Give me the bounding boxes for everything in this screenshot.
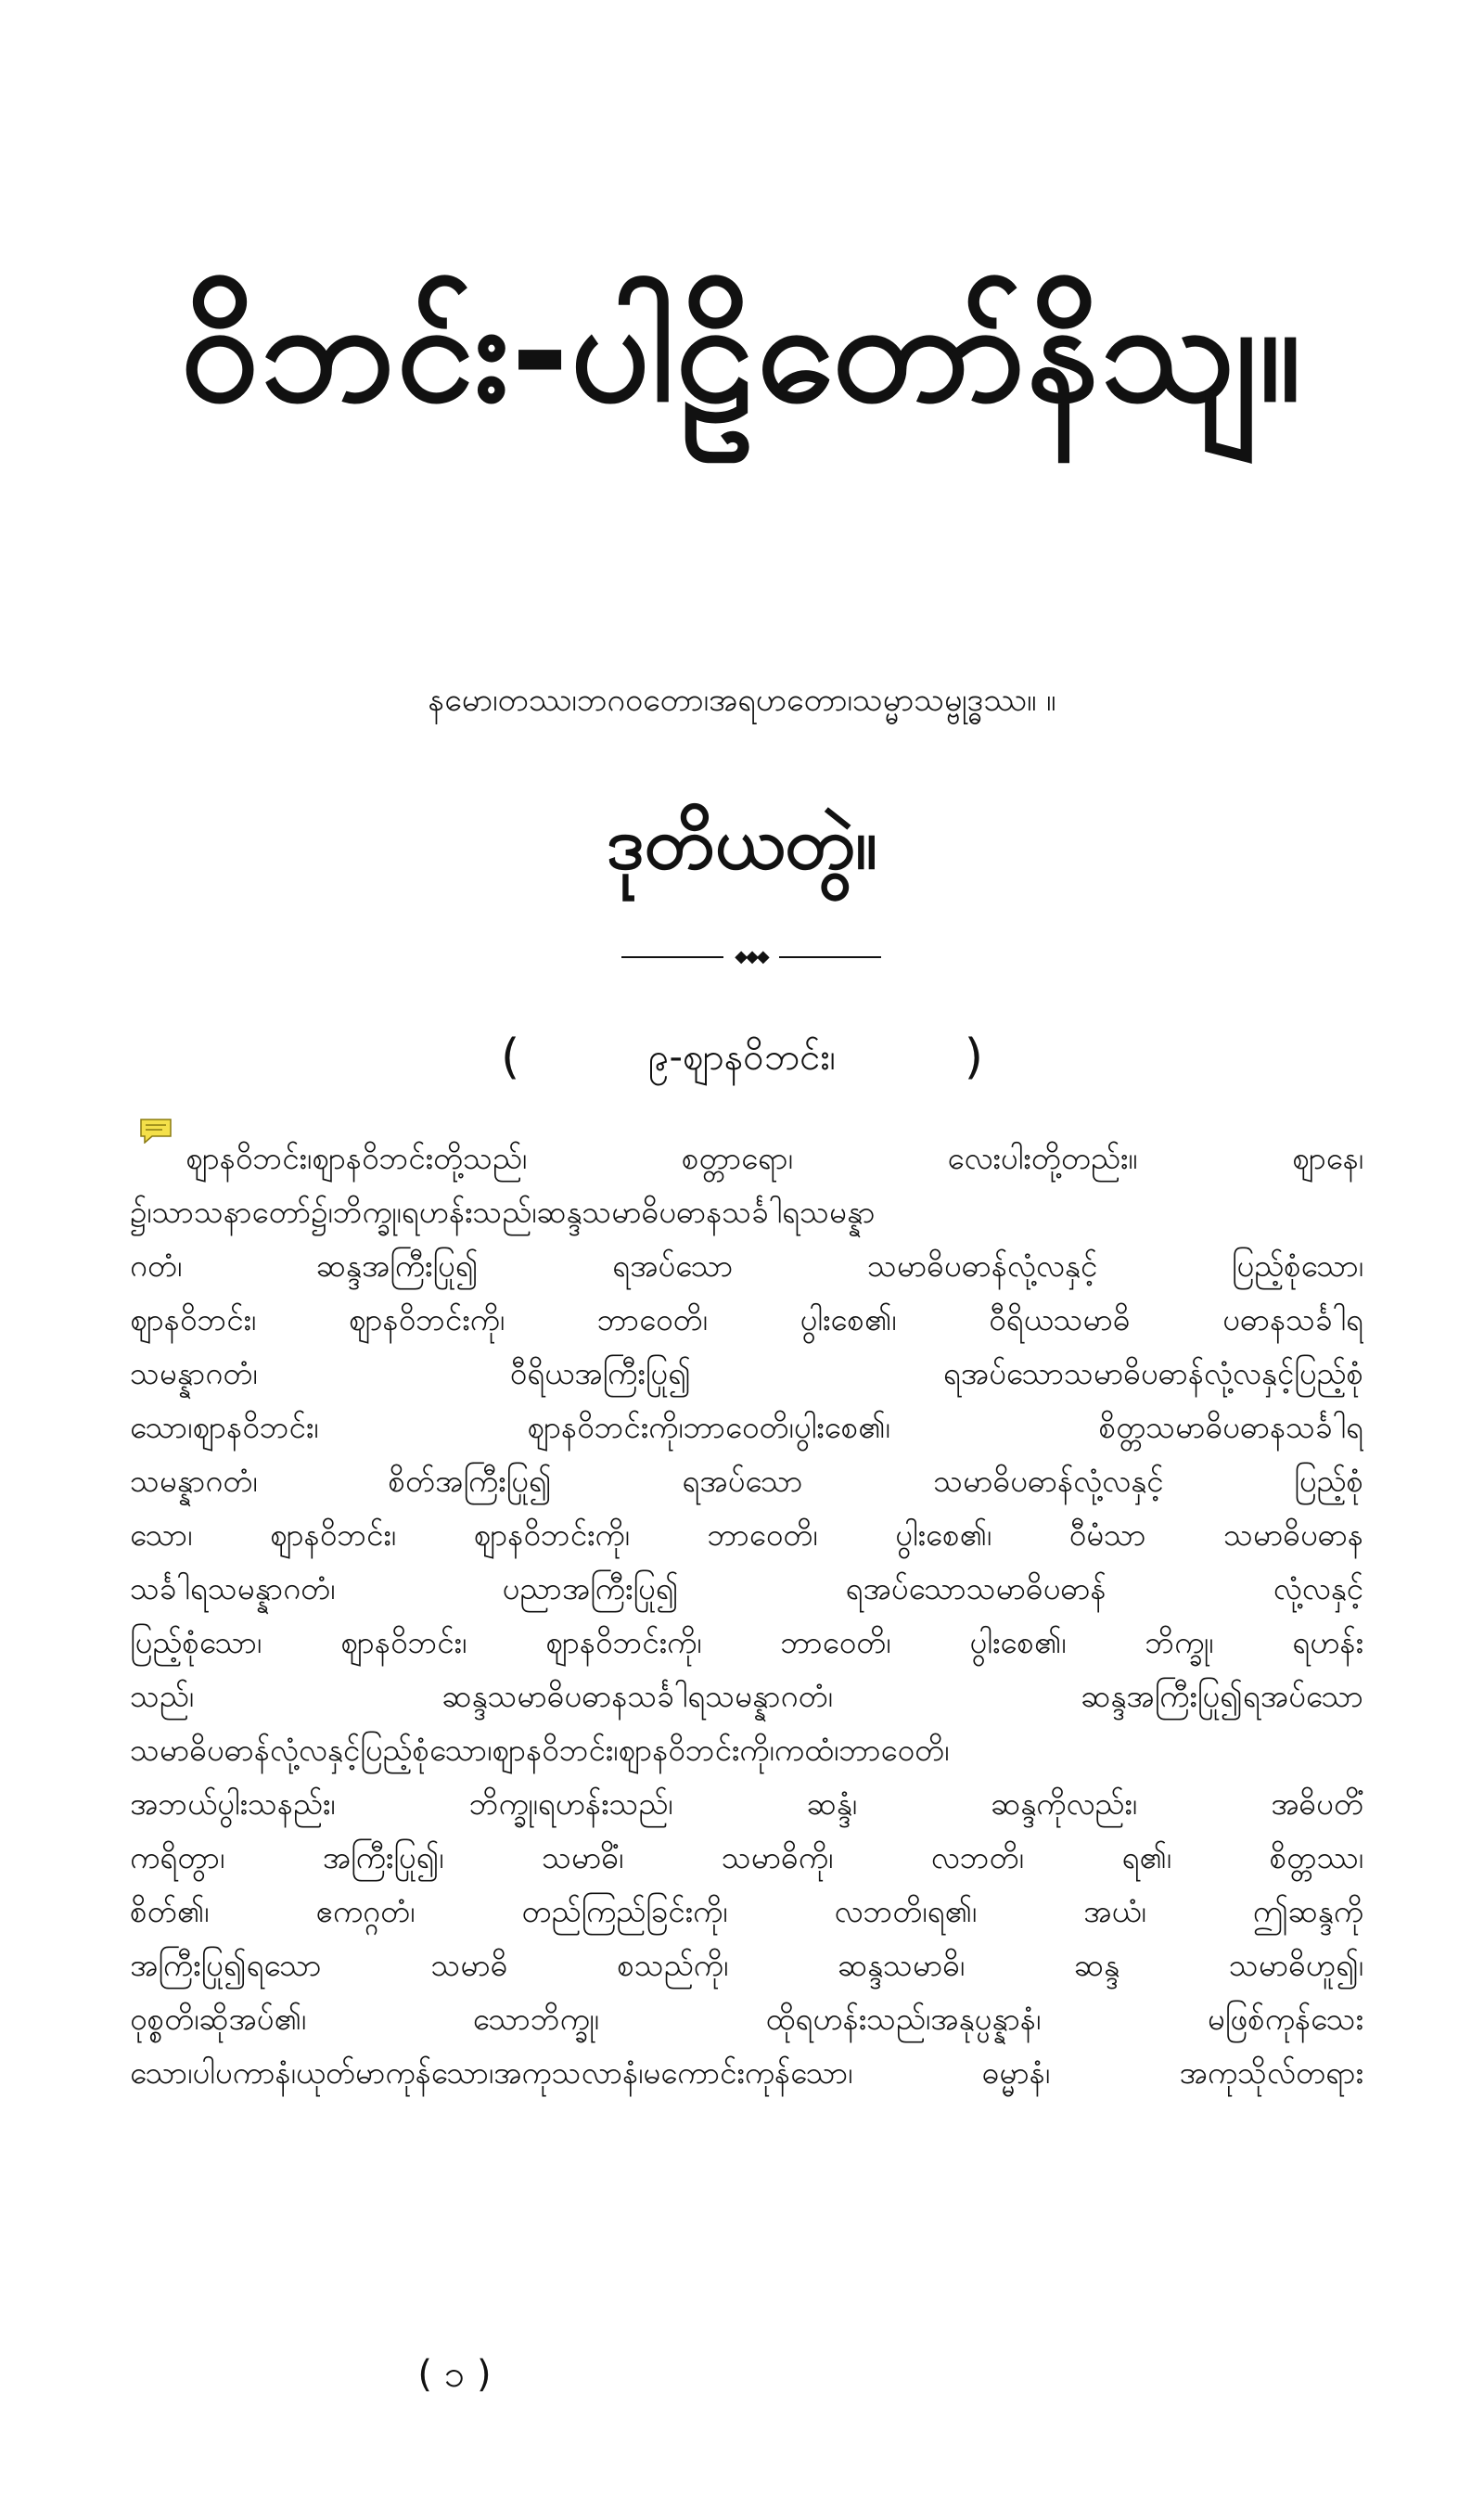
text-line: ဂတံ၊ ဆန္ဒအကြီးပြု၍ ရအပ်သော သမာဓိပဓာန်လုံ့လနှင့် ပြည့်စုံသော၊: [130, 1248, 1363, 1284]
text-line: အကြီးပြု၍ရသော သမာဓိ စသည်ကို၊ ဆန္ဒသမာဓိ၊ ဆန္ဒ သမာဓိဟူ၍၊: [130, 1947, 1363, 1983]
text-line: သမန္နာဂတံ၊ ဝီရိယအကြီးပြု၍ ရအပ်သောသမာဓိပဓာန်လုံ့လနှင့်ပြည့်စုံ: [130, 1355, 1363, 1391]
text-line: သည်၊ ဆန္ဒသမာဓိပဓာနသင်္ခါရသမန္နာဂတံ၊ ဆန္ဒအကြီးပြု၍ရအပ်သော: [130, 1678, 1363, 1714]
text-line: ၌၊သာသနာတော်၌၊ဘိက္ခု၊ရဟန်းသည်၊ဆန္ဒသမာဓိပဓာနသင်္ခါရသမန္နာ: [130, 1194, 876, 1230]
text-line: ဝုစ္စတိ၊ဆိုအပ်၏၊ သောဘိက္ခု၊ ထိုရဟန်းသည်၊အနုပ္ပန္နာနံ၊ မဖြစ်ကုန်သေး: [130, 2001, 1363, 2037]
body-text: [130, 1132, 1363, 2328]
book-title: ဝိဘင်း-ပါဠိတော်နိသျ။: [180, 272, 1304, 433]
section-title: ဒုတိယတွဲ။: [607, 802, 877, 886]
text-line: ပြည့်စုံသော၊ ဈာနဝိဘင်း၊ ဈာနဝိဘင်းကို၊ ဘာဝေတိ၊ ပွါးစေ၏၊ ဘိက္ခု၊ ရဟန်း: [130, 1624, 1363, 1660]
text-line: သော၊ပါပကာနံ၊ယုတ်မာကုန်သော၊အကုသလာနံ၊မကောင်းကုန်သော၊ ဓမ္မာနံ၊ အကုသိုလ်တရား: [130, 2054, 1363, 2091]
text-line: ဈာနဝိဘင်း၊ဈာနဝိဘင်းတို့သည်၊ စတ္တာရော၊ လေးပါးတို့တည်း။ ဈာနေ၊: [186, 1140, 1363, 1176]
text-line: စိတ်၏၊ ဧကဂ္ဂတံ၊ တည်ကြည်ခြင်းကို၊ လဘတိ၊ရ၏၊ အယံ၊ ဤဆန္ဒကို: [130, 1893, 1363, 1929]
text-line: သင်္ခါရသမန္နာဂတံ၊ ပညာအကြီးပြု၍ ရအပ်သောသမာဓိပဓာန် လုံ့လနှင့်: [130, 1570, 1363, 1606]
invocation-line: နမော၊တဿ၊ဘဂဝတော၊အရဟတော၊သမ္မာသမ္ဗုဒ္ဓဿ။ ။: [428, 682, 1056, 719]
chapter-label: ၉-ဈာနဝိဘင်း၊: [648, 1036, 836, 1079]
divider-ornament: [621, 946, 881, 968]
page-number: ( ၁ ): [417, 2353, 492, 2396]
diamond-dots-icon: ◆◆◆: [735, 947, 768, 966]
text-line: သမန္နာဂတံ၊ စိတ်အကြီးပြု၍ ရအပ်သော သမာဓိပဓာန်လုံ့လနှင့် ပြည့်စုံ: [130, 1463, 1363, 1499]
chapter-heading: [482, 1020, 1002, 1094]
chapter-close-paren: ): [964, 1030, 983, 1085]
text-line: သမာဓိပဓာန်လုံ့လနှင့်ပြည့်စုံသော၊ဈာနဝိဘင်း၊ဈာနဝိဘင်းကို၊ကထံ၊ဘာဝေတိ၊: [130, 1732, 950, 1768]
text-line: သော၊ ဈာနဝိဘင်း၊ ဈာနဝိဘင်းကို၊ ဘာဝေတိ၊ ပွါးစေ၏၊ ဝီမံသာ သမာဓိပဓာန: [130, 1516, 1363, 1553]
chapter-open-paren: (: [501, 1030, 520, 1085]
text-line: ဈာနဝိဘင်း၊ ဈာနဝိဘင်းကို၊ ဘာဝေတိ၊ ပွါးစေ၏၊ ဝီရိယသမာဓိ ပဓာနသင်္ခါရ: [130, 1301, 1363, 1337]
ornament-line-left: [621, 956, 723, 958]
text-line: သော၊ဈာနဝိဘင်း၊ ဈာနဝိဘင်းကို၊ဘာဝေတိ၊ပွါးစေ၏၊ စိတ္တသမာဓိပဓာနသင်္ခါရ: [130, 1409, 1363, 1445]
text-line: အဘယ်ပွါးသနည်း၊ ဘိက္ခု၊ရဟန်းသည်၊ ဆန္ဒံ၊ ဆန္ဒကိုလည်း၊ အဓိပတိံ: [130, 1785, 1363, 1822]
ornament-line-right: [779, 956, 881, 958]
text-line: ကရိတွာ၊ အကြီးပြု၍၊ သမာဓိံ၊ သမာဓိကို၊ လဘတိ၊ ရ၏၊ စိတ္တဿ၊: [130, 1839, 1363, 1875]
